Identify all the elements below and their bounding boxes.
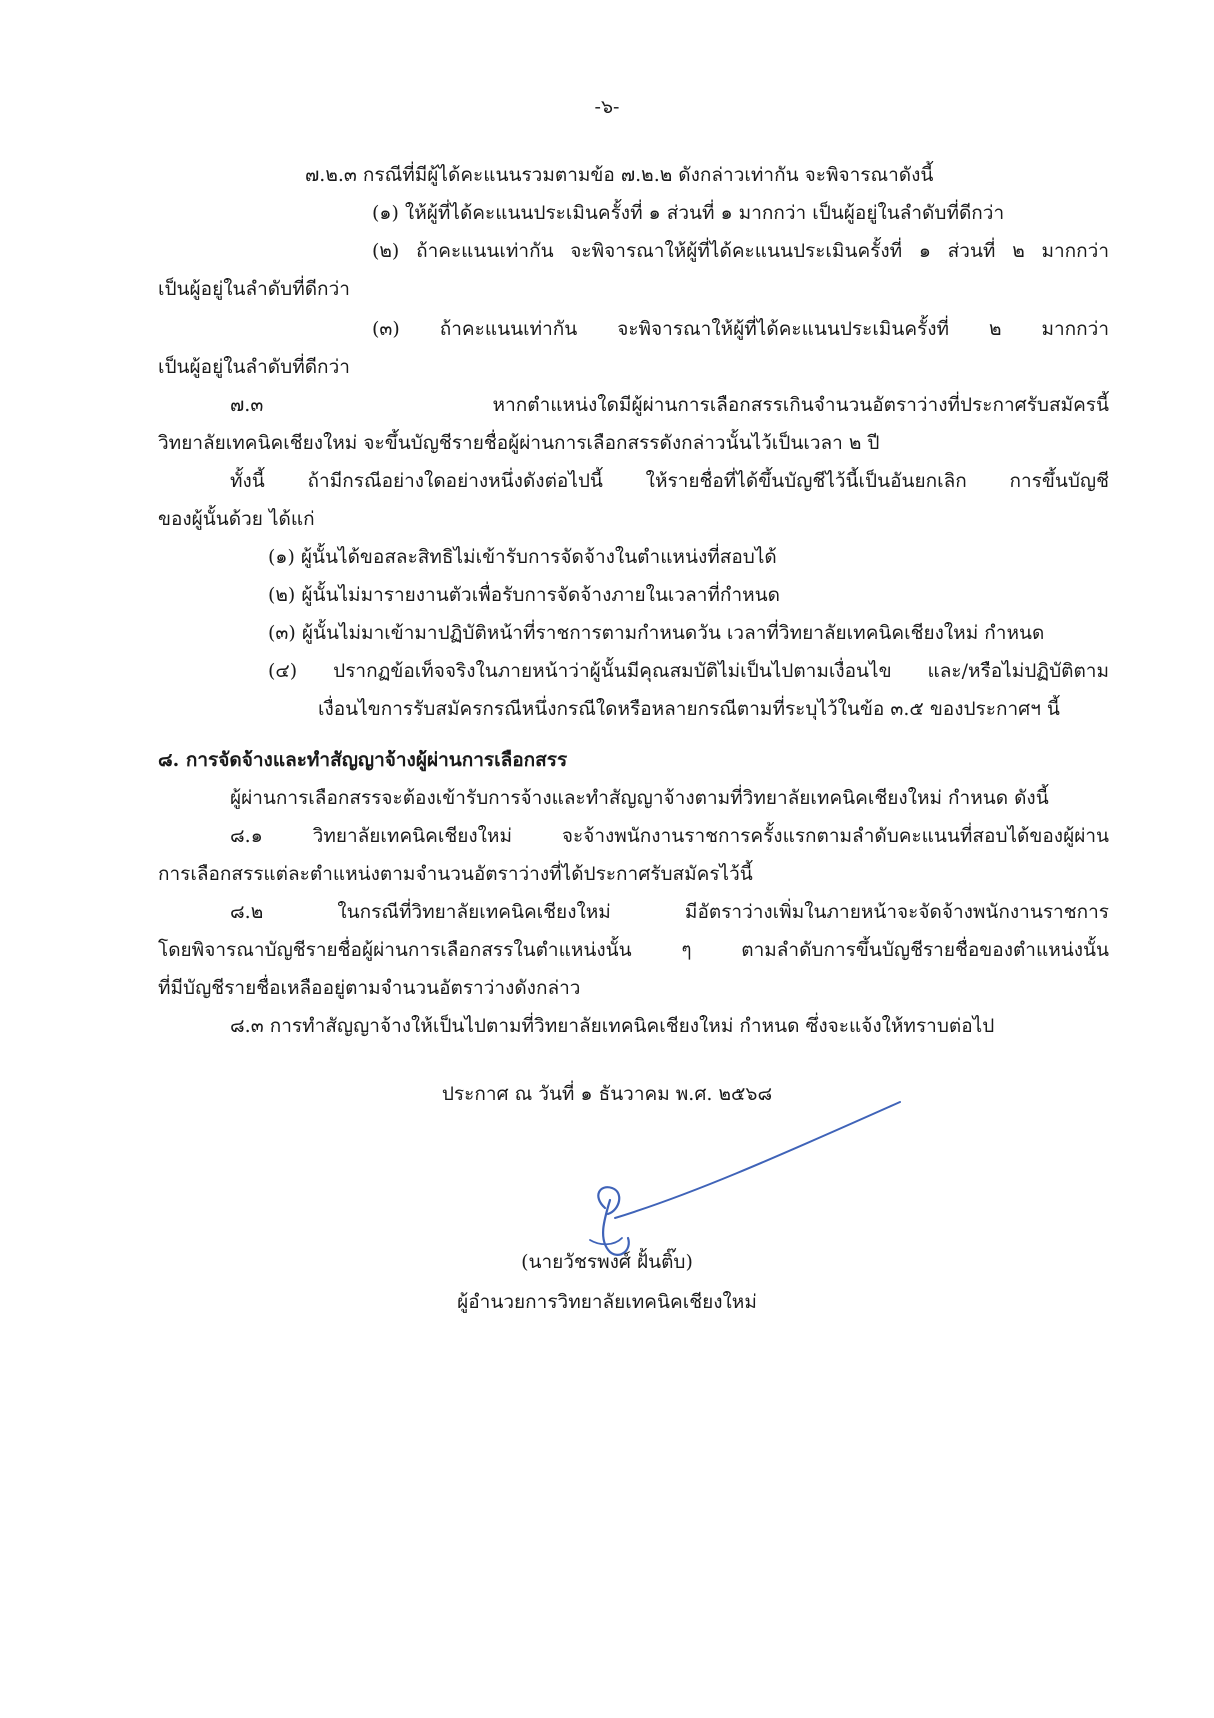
clause-7-3: ๗.๓ หากตำแหน่งใดมีผู้ผ่านการเลือกสรรเกินจำนวนอัตราว่างที่ประกาศรับสมัครนี้ bbox=[230, 394, 1109, 416]
cancellation-intro-cont: ของผู้นั้นด้วย ได้แก่ bbox=[158, 508, 315, 530]
cancellation-item-1: (๑) ผู้นั้นได้ขอสละสิทธิไม่เข้ารับการจัดจ้างในตำแหน่งที่สอบได้ bbox=[268, 546, 777, 568]
page-number: -๖- bbox=[594, 96, 620, 118]
cancellation-item-2: (๒) ผู้นั้นไม่มารายงานตัวเพื่อรับการจัดจ้างภายในเวลาที่กำหนด bbox=[268, 584, 780, 606]
clause-7-2-3-item-3: (๓) ถ้าคะแนนเท่ากัน จะพิจารณาให้ผู้ที่ได้คะแนนประเมินครั้งที่ ๒ มากกว่า bbox=[372, 318, 1109, 340]
clause-7-3-cont: วิทยาลัยเทคนิคเชียงใหม่ จะขึ้นบัญชีรายชื่อผู้ผ่านการเลือกสรรดังกล่าวนั้นไว้เป็นเวลา ๒ ปี bbox=[158, 432, 880, 454]
cancellation-item-4-cont: เงื่อนไขการรับสมัครกรณีหนึ่งกรณีใดหรือหลายกรณีตามที่ระบุไว้ในข้อ ๓.๕ ของประกาศฯ นี้ bbox=[318, 698, 1060, 720]
clause-7-2-3-item-2: (๒) ถ้าคะแนนเท่ากัน จะพิจารณาให้ผู้ที่ได้คะแนนประเมินครั้งที่ ๑ ส่วนที่ ๒ มากกว่า bbox=[372, 240, 1109, 262]
clause-7-2-3-item-1: (๑) ให้ผู้ที่ได้คะแนนประเมินครั้งที่ ๑ ส่วนที่ ๑ มากกว่า เป็นผู้อยู่ในลำดับที่ดีกว่า bbox=[372, 202, 1005, 224]
section-8-heading: ๘. การจัดจ้างและทำสัญญาจ้างผู้ผ่านการเลือกสรร bbox=[158, 749, 568, 771]
cancellation-item-3: (๓) ผู้นั้นไม่มาเข้ามาปฏิบัติหน้าที่ราชการตามกำหนดวัน เวลาที่วิทยาลัยเทคนิคเชียงใหม่ กำหนด bbox=[268, 622, 1045, 644]
clause-8-1-cont: การเลือกสรรแต่ละตำแหน่งตามจำนวนอัตราว่างที่ได้ประกาศรับสมัครไว้นี้ bbox=[158, 863, 753, 885]
cancellation-intro: ทั้งนี้ ถ้ามีกรณีอย่างใดอย่างหนึ่งดังต่อไปนี้ ให้รายชื่อที่ได้ขึ้นบัญชีไว้นี้เป็นอันยกเลิก การขึ้นบัญชี bbox=[230, 470, 1109, 492]
signer-title: ผู้อำนวยการวิทยาลัยเทคนิคเชียงใหม่ bbox=[457, 1291, 757, 1313]
cancellation-item-4: (๔) ปรากฏข้อเท็จจริงในภายหน้าว่าผู้นั้นมีคุณสมบัติไม่เป็นไปตามเงื่อนไข และ/หรือไม่ปฏิบัติตาม bbox=[268, 660, 1109, 682]
clause-8-2-cont-2: ที่มีบัญชีรายชื่อเหลืออยู่ตามจำนวนอัตราว่างดังกล่าว bbox=[158, 977, 581, 999]
section-8-intro: ผู้ผ่านการเลือกสรรจะต้องเข้ารับการจ้างและทำสัญญาจ้างตามที่วิทยาลัยเทคนิคเชียงใหม่ กำหนด ดังนี้ bbox=[230, 787, 1049, 809]
clause-8-2: ๘.๒ ในกรณีที่วิทยาลัยเทคนิคเชียงใหม่ มีอัตราว่างเพิ่มในภายหน้าจะจัดจ้างพนักงานราชการ bbox=[230, 901, 1109, 923]
clause-7-2-3-item-2-cont: เป็นผู้อยู่ในลำดับที่ดีกว่า bbox=[158, 278, 350, 300]
clause-8-2-cont-1: โดยพิจารณาบัญชีรายชื่อผู้ผ่านการเลือกสรรในตำแหน่งนั้น ๆ ตามลำดับการขึ้นบัญชีรายชื่อของตำแหน่งนั้น bbox=[158, 939, 1109, 961]
signature-graphic bbox=[570, 1100, 910, 1260]
clause-7-2-3-item-3-cont: เป็นผู้อยู่ในลำดับที่ดีกว่า bbox=[158, 356, 350, 378]
announcement-date: ประกาศ ณ วันที่ ๑ ธันวาคม พ.ศ. ๒๕๖๘ bbox=[441, 1083, 773, 1105]
signer-name: (นายวัชรพงศ์ ฝั้นติ๊บ) bbox=[521, 1251, 693, 1273]
clause-7-2-3: ๗.๒.๓ กรณีที่มีผู้ได้คะแนนรวมตามข้อ ๗.๒.๒ ดังกล่าวเท่ากัน จะพิจารณาดังนี้ bbox=[305, 164, 934, 186]
clause-8-1: ๘.๑ วิทยาลัยเทคนิคเชียงใหม่ จะจ้างพนักงานราชการครั้งแรกตามลำดับคะแนนที่สอบได้ของผู้ผ่าน bbox=[230, 825, 1109, 847]
clause-8-3: ๘.๓ การทำสัญญาจ้างให้เป็นไปตามที่วิทยาลัยเทคนิคเชียงใหม่ กำหนด ซึ่งจะแจ้งให้ทราบต่อไป bbox=[230, 1015, 995, 1037]
